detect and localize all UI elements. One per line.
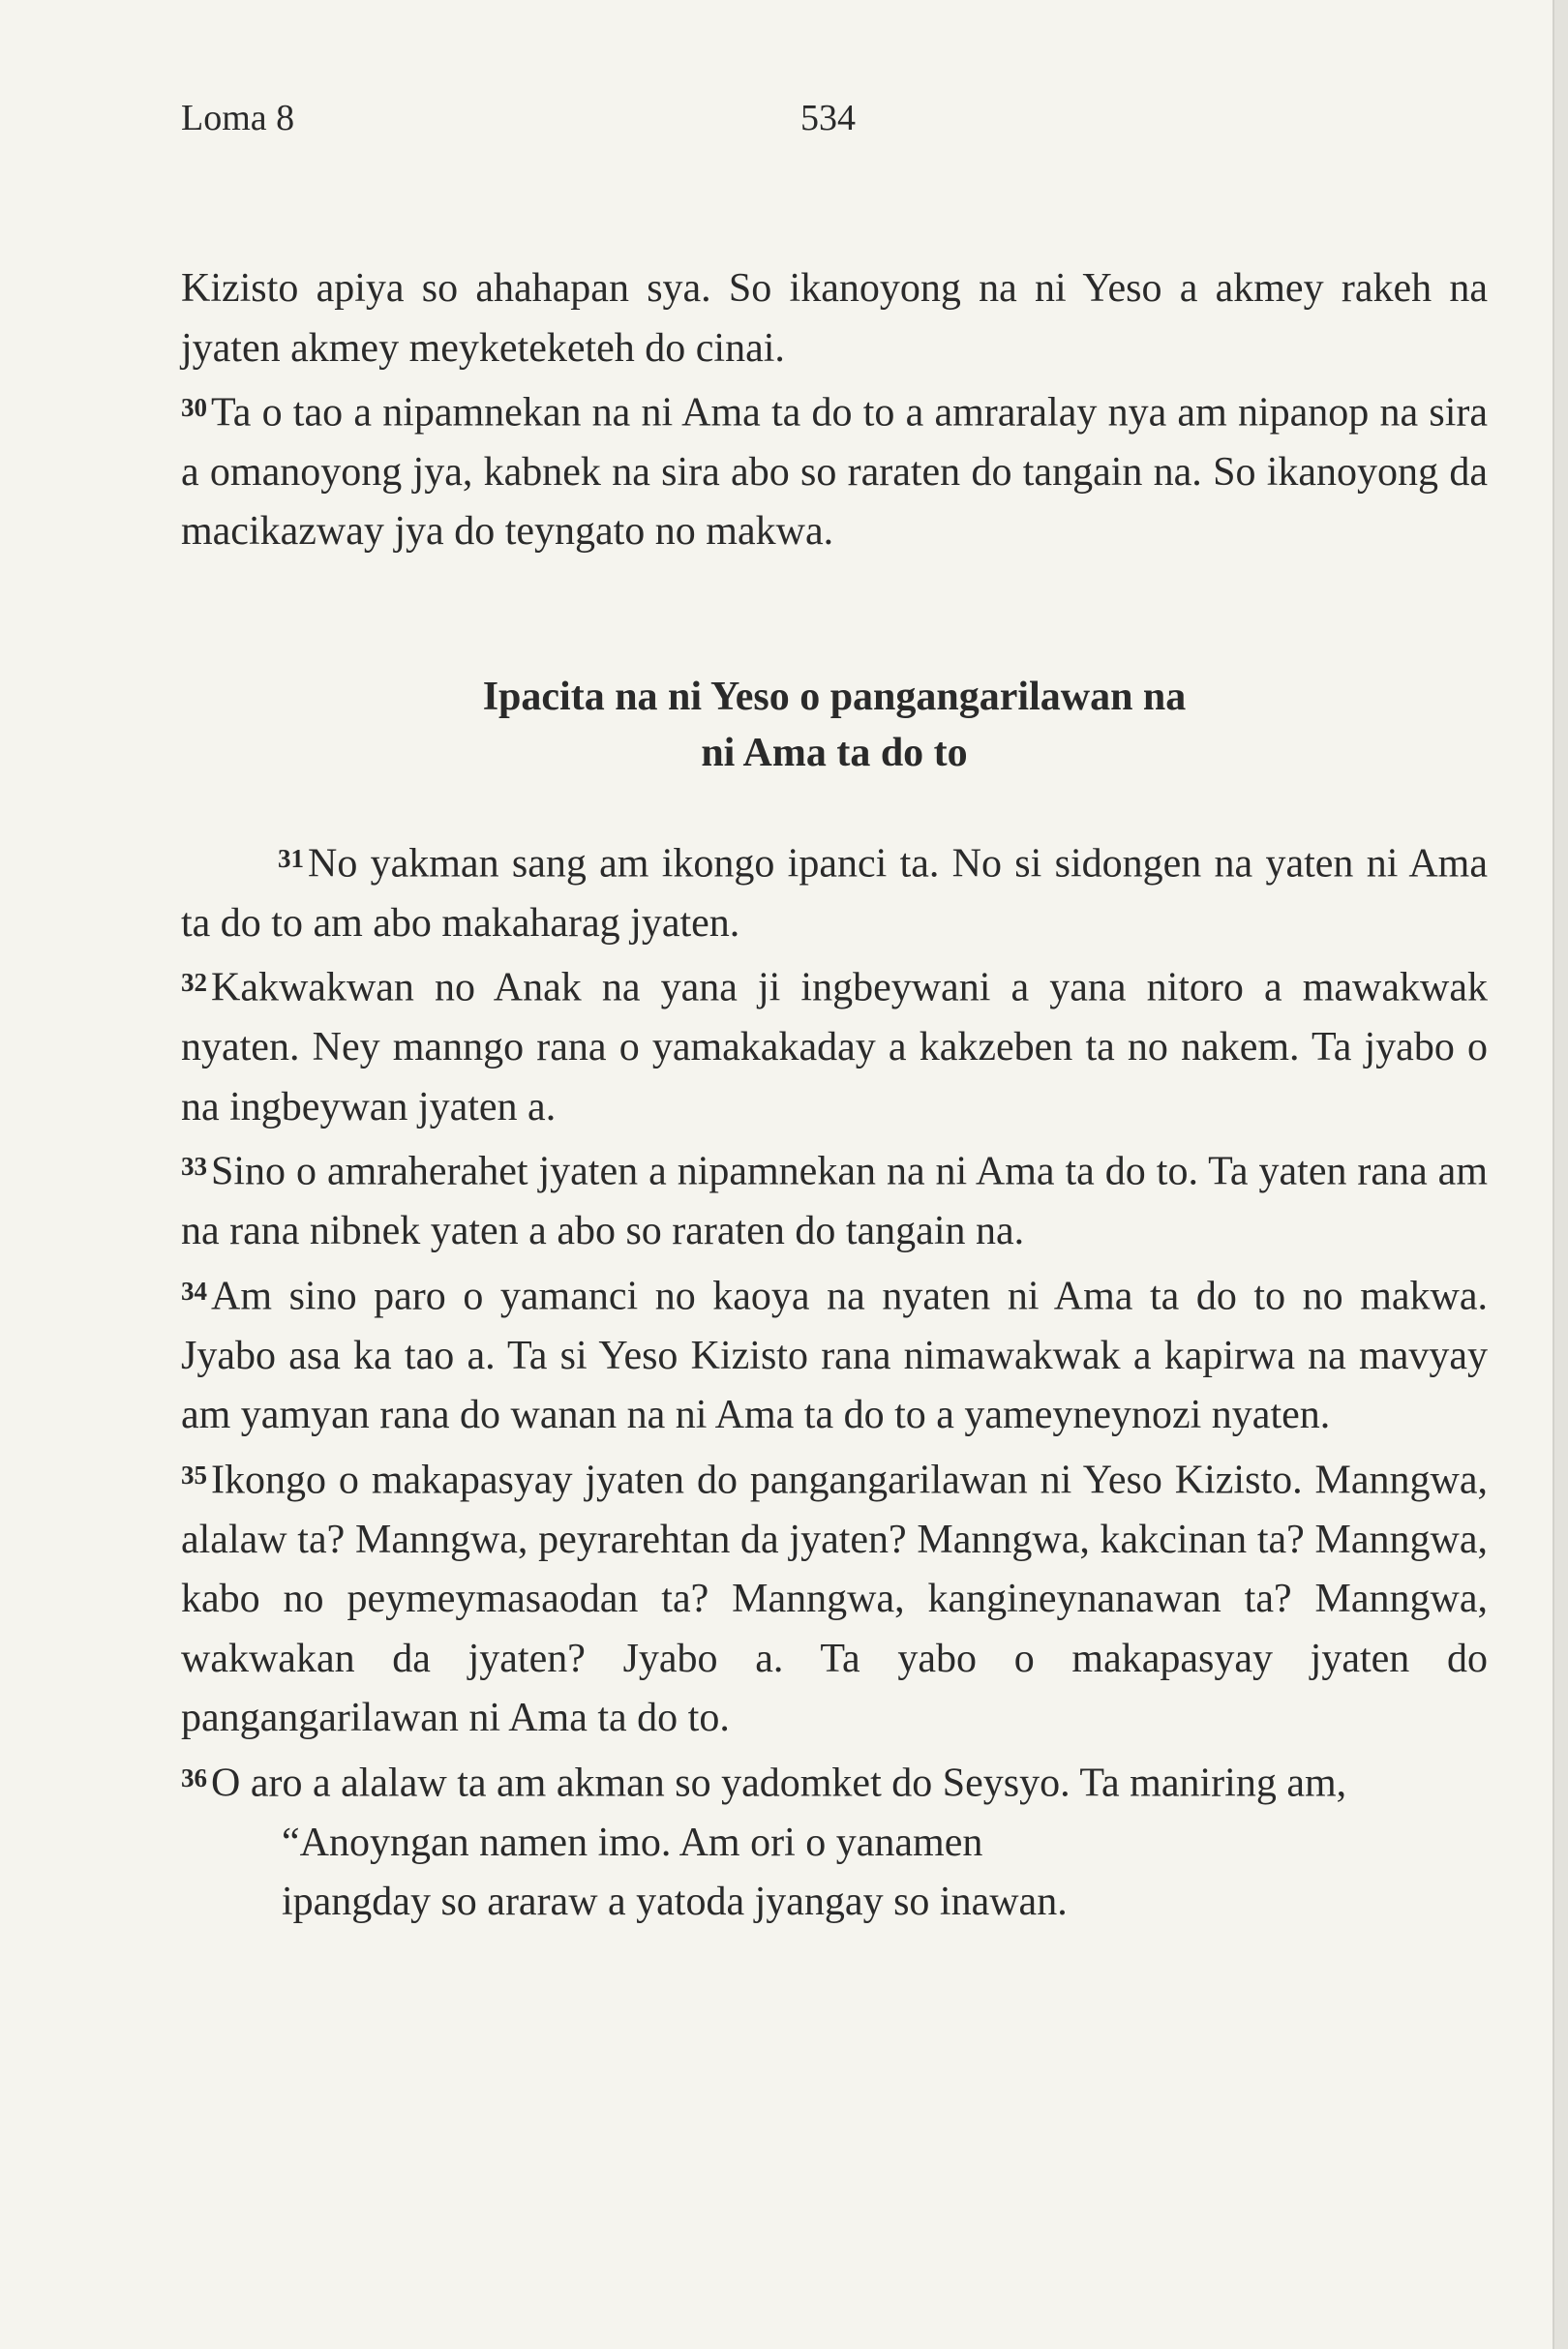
paragraph-verse-35 xyxy=(181,1446,1488,1749)
verse-text: O aro a alalaw ta am akman so yadomket do Seysyo. Ta maniring am, xyxy=(211,1761,1347,1806)
paragraph-verse-32 xyxy=(181,953,1488,1137)
paragraph-continued: Kizisto apiya so ahahapan sya. So ikanoyong na ni Yeso a akmey rakeh na jyaten akmey meyketeketeh do cinai. xyxy=(181,266,1488,371)
chapter-label: Loma 8 xyxy=(181,98,295,138)
page-edge xyxy=(1553,0,1568,2349)
scripture-quote xyxy=(282,1814,1468,1933)
verse-number: 33 xyxy=(181,1152,207,1182)
verse-number: 31 xyxy=(278,843,304,873)
verse-text: Kakwakwan no Anak na yana ji ingbeywani a yana nitoro a mawakwak nyaten. Ney manngo rana o yamakakaday a kakzeben ta no nakem. Ta jyabo o na ingbeywan jyaten a. xyxy=(181,965,1488,1129)
verse-number: 34 xyxy=(181,1276,207,1306)
page-body xyxy=(181,259,1488,1933)
paragraph-verse-36 xyxy=(181,1749,1488,1814)
section-heading-line-2: ni Ama ta do to xyxy=(701,730,968,775)
verse-text: Am sino paro o yamanci no kaoya na nyaten ni Ama ta do to no makwa. Jyabo asa ka tao a. Ta si Yeso Kizisto rana nimawakwak a kapirwa na mavyay am yamyan rana do wanan na ni Ama ta do to a yameyneynozi nyaten. xyxy=(181,1274,1488,1438)
paragraph-verse-30 xyxy=(181,378,1488,562)
book-page xyxy=(181,97,1488,1933)
quote-line-1: “Anoyngan namen imo. Am ori o yanamen xyxy=(282,1820,983,1865)
paragraph-verse-34 xyxy=(181,1262,1488,1446)
running-header xyxy=(181,97,1488,155)
verse-number: 30 xyxy=(181,393,207,422)
quote-line-2: ipangday so araraw a yatoda jyangay so inawan. xyxy=(282,1880,1068,1925)
verse-text: Ta o tao a nipamnekan na ni Ama ta do to a amraralay nya am nipanop na sira a omanoyong jya, kabnek na sira abo so raraten do tangain na. So ikanoyong da macikazway jya do teyngato no makwa. xyxy=(181,390,1488,555)
paragraph-verse-31 xyxy=(181,829,1488,953)
section-heading xyxy=(181,669,1488,781)
paragraph-verse-33 xyxy=(181,1137,1488,1261)
page-number: 534 xyxy=(800,98,856,138)
verse-text: Sino o amraherahet jyaten a nipamnekan na ni Ama ta do to. Ta yaten rana am na rana nibnek yaten a abo so raraten do tangain na. xyxy=(181,1149,1488,1254)
section-heading-line-1: Ipacita na ni Yeso o pangangarilawan na xyxy=(482,674,1187,719)
verse-number: 35 xyxy=(181,1460,207,1490)
verse-number: 32 xyxy=(181,968,207,998)
verse-text: Ikongo o makapasyay jyaten do pangangarilawan ni Yeso Kizisto. Manngwa, alalaw ta? Manngwa, peyrarehtan da jyaten? Manngwa, kakcinan ta? Manngwa, kabo no peymeymasaodan ta? Manngwa, kangineynanawan ta? Manngwa, wakwakan da jyaten? Jyabo a. Ta yabo o makapasyay jyaten do pangangarilawan ni Ama ta do to. xyxy=(181,1458,1488,1741)
verse-text: No yakman sang am ikongo ipanci ta. No si sidongen na yaten ni Ama ta do to am abo makaharag jyaten. xyxy=(181,841,1488,946)
verse-number: 36 xyxy=(181,1762,207,1792)
